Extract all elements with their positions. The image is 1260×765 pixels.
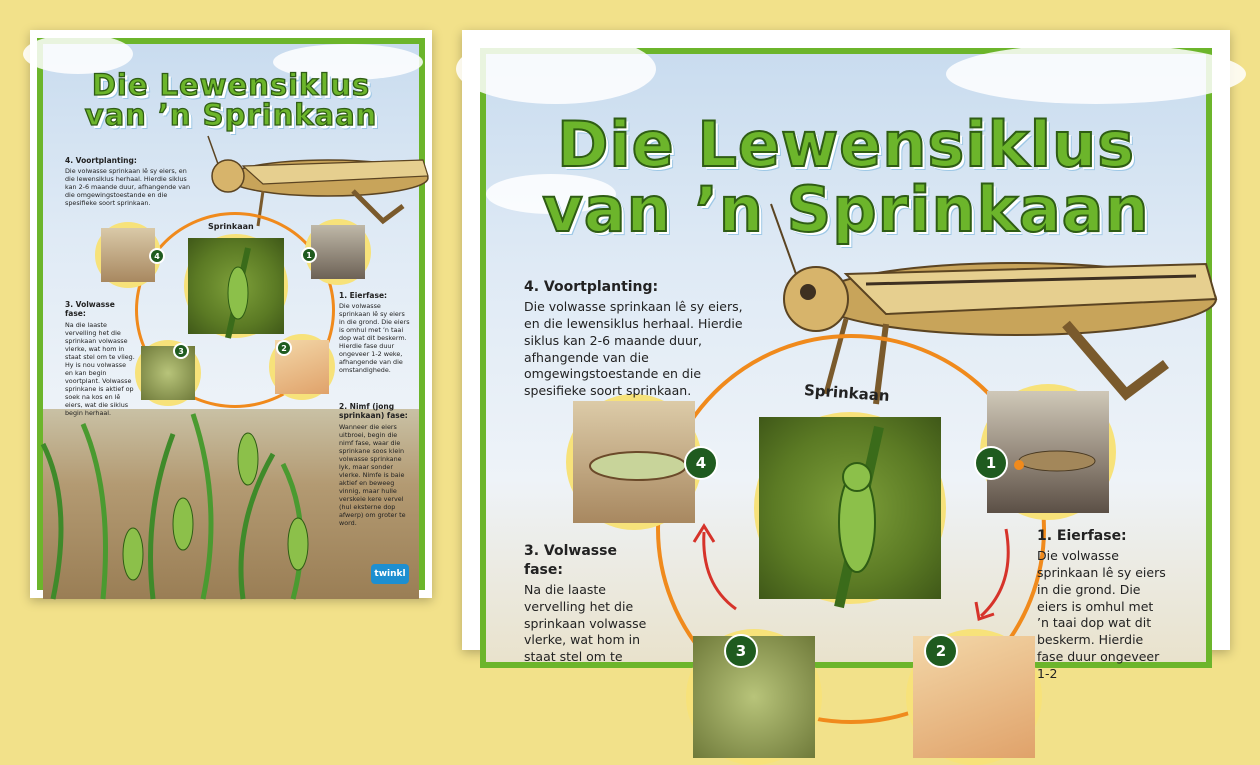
stage2-badge: 2	[276, 340, 292, 356]
poster-frame	[480, 48, 1212, 682]
twinkl-logo: twinkl	[371, 564, 409, 584]
stage1-body: Die volwasse sprinkaan lê sy eiers in die grond. Die eiers is omhul met ’n taai dop wat dit beskerm. Hierdie fase duur ongeveer 1-2 weke, afhangende van die omstandighede.	[339, 302, 410, 375]
poster-frame	[37, 38, 425, 590]
stage4-body: Die volwasse sprinkaan lê sy eiers, en die lewensiklus herhaal. Hierdie siklus kan 2-6 maande duur, afhangende van die omgewingstoestande en die spesifieke soort sprinkaan.	[65, 167, 191, 208]
arrow-down-icon	[966, 524, 1026, 624]
stage3-text	[65, 300, 135, 417]
stage2-text	[339, 402, 411, 527]
poster-title: Die Lewensiklus van ’n Sprinkaan	[542, 108, 1150, 247]
grass-illustration	[43, 404, 343, 599]
stage4-heading: 4. Voortplanting:	[65, 156, 137, 165]
arrow-up-icon	[686, 524, 746, 614]
stage1-badge: 1	[301, 247, 317, 263]
stage3-text	[524, 542, 654, 666]
center-label: Sprinkaan	[803, 381, 891, 405]
stage1-heading: 1. Eierfase:	[1037, 528, 1127, 544]
stage2-heading: 2. Nimf (jong sprinkaan) fase:	[339, 402, 408, 421]
stage4-heading: 4. Voortplanting:	[524, 279, 659, 295]
stage4-photo	[566, 394, 702, 530]
stage1-body: Die volwasse sprinkaan lê sy eiers in die grond. Die eiers is omhul met ’n taai dop wat dit beskerm. Hierdie fase duur ongeveer 1-2	[1037, 547, 1166, 682]
stage3-heading: 3. Volwasse fase:	[524, 543, 617, 578]
stage4-body: Die volwasse sprinkaan lê sy eiers, en die lewensiklus herhaal. Hierdie siklus kan 2-6 maande duur, afhangende van die omgewingstoestande en die spesifieke soort sprinkaan.	[524, 298, 743, 399]
stage2-badge: 2	[924, 634, 958, 668]
stage2-body: Wanneer die eiers uitbroei, begin die nimf fase, waar die sprinkane soos klein volwasse sprinkane lyk, maar sonder vlerke. Nimfe is baie aktief en beweeg vinnig, maar hulle verskeie kere vervel (hul eksterne dop afwerp) om groter te word.	[339, 422, 406, 527]
stage3-body: Na die laaste vervelling het die sprinkaan volwasse vlerke, wat hom in staat stel om te	[524, 581, 647, 665]
stage3-heading: 3. Volwasse fase:	[65, 300, 115, 319]
poster-title: Die Lewensiklus van ’n Sprinkaan	[84, 68, 378, 133]
stage1-heading: 1. Eierfase:	[339, 291, 388, 300]
stage1-text	[1037, 527, 1167, 683]
stage3-badge: 3	[724, 634, 758, 668]
stage3-badge: 3	[173, 343, 189, 359]
stage4-badge: 4	[684, 446, 718, 480]
stage4-badge: 4	[149, 248, 165, 264]
center-photo	[184, 234, 288, 338]
center-photo	[754, 412, 946, 604]
poster-thumbnail	[30, 30, 432, 598]
stage4-text	[65, 156, 195, 207]
stage3-body: Na die laaste vervelling het die sprinkaan volwasse vlerke, wat hom in staat stel om te vlieg. Hy is nou volwasse en kan begin voortplant. Volwasse sprinkane is aktief op soek na kos en lê eiers, wat die siklus begin herhaal.	[65, 320, 135, 417]
cloud	[946, 44, 1246, 104]
stage3-photo	[135, 340, 201, 406]
poster-zoom	[462, 30, 1230, 682]
cloud	[456, 34, 656, 104]
stage4-text	[524, 278, 749, 400]
stage1-badge: 1	[974, 446, 1008, 480]
center-label: Sprinkaan	[208, 222, 254, 231]
stage1-text	[339, 291, 411, 374]
